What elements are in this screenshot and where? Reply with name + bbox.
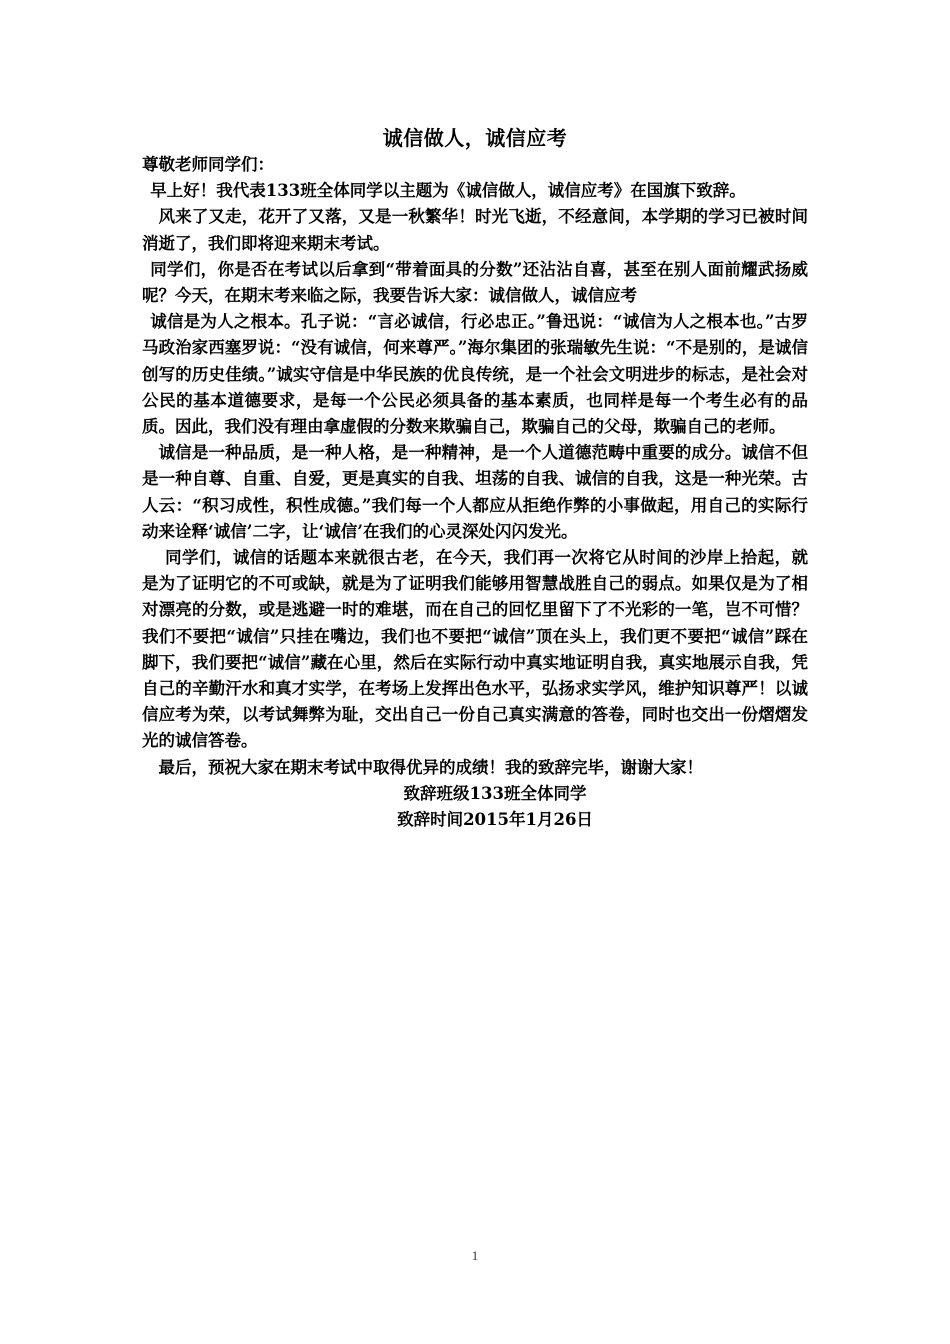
paragraph-quotes: 诚信是为人之根本。孔子说：“言必诚信，行必忠正。”鲁迅说：“诚信为人之根本也。”古罗马政治家西塞罗说：“没有诚信，何来尊严。”海尔集团的张瑞敏先生说：“不是别的，是诚信创写的历史佳绩。”诚实守信是中华民族的优良传统，是一个社会文明进步的标志，是社会对公民的基本道德要求，是每一个公民必须具备的基本素质，也同样是每一个考生必有的品质。因此，我们没有理由拿虚假的分数来欺骗自己，欺骗自己的父母，欺骗自己的老师。	[142, 312, 808, 437]
signature-class: 致辞班级133班全体同学	[403, 783, 587, 803]
signature-date: 致辞时间2015年1月26日	[397, 810, 593, 830]
paragraph-appeal: 同学们，诚信的话题本来就很古老，在今天，我们再一次将它从时间的沙岸上拾起，就是为了证明它的不可或缺，就是为了证明我们能够用智慧战胜自己的弱点。如果仅是为了相对漂亮的分数，或是逃避一时的难堪，而在自己的回忆里留下了不光彩的一笔，岂不可惜？我们不要把“诚信”只挂在嘴边，我们也不要把“诚信”顶在头上，我们更不要把“诚信”踩在脚下，我们要把“诚信”藏在心里，然后在实际行动中真实地证明自我，真实地展示自我，凭自己的辛勤汗水和真才实学，在考场上发挥出色水平，弘扬求实学风，维护知识尊严！以诚信应考为荣，以考试舞弊为耻，交出自己一份自己真实满意的答卷，同时也交出一份熠熠发光的诚信答卷。	[142, 548, 808, 751]
paragraph-time: 风来了又走，花开了又落，又是一秋繁华！时光飞逝，不经意间，本学期的学习已被时间消逝了，我们即将迎来期末考试。	[142, 207, 808, 253]
document-body	[142, 152, 808, 833]
paragraph-opening: 早上好！我代表133班全体同学以主题为《诚信做人，诚信应考》在国旗下致辞。	[150, 181, 746, 201]
paragraph-question: 同学们，你是否在考试以后拿到“带着面具的分数”还沾沾自喜，甚至在别人面前耀武扬威呢？今天，在期末考来临之际，我要告诉大家：诚信做人，诚信应考	[142, 259, 808, 306]
page-number: 1	[471, 1248, 479, 1263]
paragraph-quality: 诚信是一种品质，是一种人格，是一种精神，是一个人道德范畴中重要的成分。诚信不但是一种自尊、自重、自爱，更是真实的自我、坦荡的自我、诚信的自我，这是一种光荣。古人云：“积习成性，积性成德。”我们每一个人都应从拒绝作弊的小事做起，用自己的实际行动来诠释‘诚信’二字，让‘诚信’在我们的心灵深处闪闪发光。	[142, 443, 808, 541]
greeting: 尊敬老师同学们：	[142, 155, 274, 174]
paragraph-closing: 最后，预祝大家在期末考试中取得优异的成绩！我的致辞完毕，谢谢大家！	[158, 757, 703, 777]
document-title: 诚信做人，诚信应考	[382, 126, 568, 150]
